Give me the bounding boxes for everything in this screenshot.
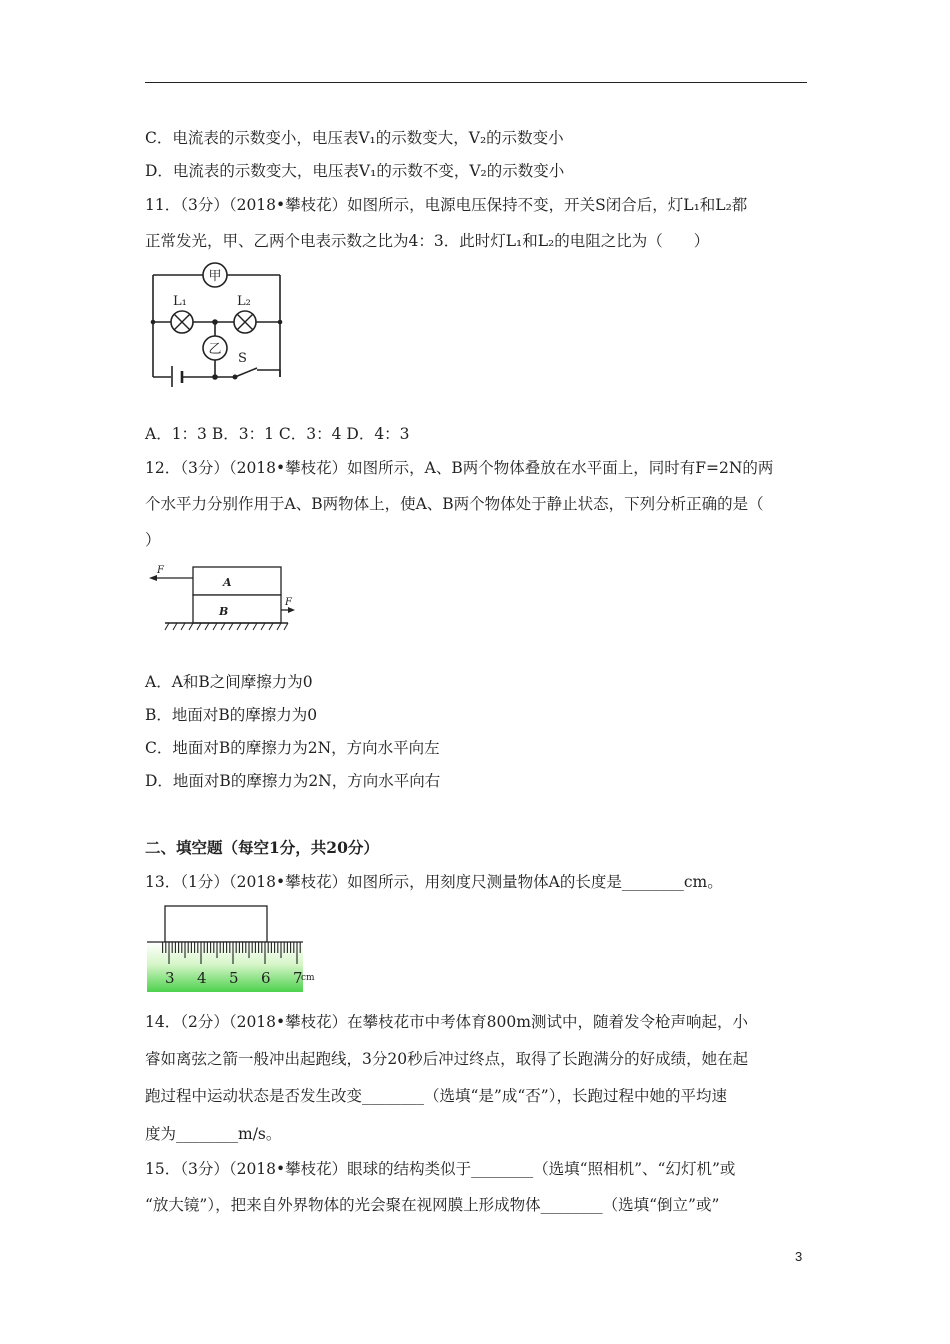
question-15-line1: 15．（3分）（2018•攀枝花）眼球的结构类似于________（选填“照相机”、“幻灯机”或 <box>145 1160 736 1178</box>
question-11-line2: 正常发光，甲、乙两个电表示数之比为4：3．此时灯L₁和L₂的电阻之比为（ ） <box>145 232 710 250</box>
question-14-line2: 睿如离弦之箭一般冲出起跑线，3分20秒后冲过终点，取得了长跑满分的好成绩，她在起 <box>145 1050 749 1068</box>
meter-yi-label: 乙 <box>208 342 222 357</box>
blocks-diagram <box>145 560 295 638</box>
question-12-line2: 个水平力分别作用于A、B两物体上，使A、B两个物体处于静止状态，下列分析正确的是（ <box>145 495 764 513</box>
ruler-unit: cm <box>301 973 315 983</box>
header-rule <box>145 82 807 83</box>
question-12-line3: ） <box>145 531 161 549</box>
lamp2-icon <box>234 311 256 333</box>
ruler-number: 5 <box>229 969 239 987</box>
ruler-number: 4 <box>197 969 207 987</box>
question-13: 13．（1分）（2018•攀枝花）如图所示，用刻度尺测量物体A的长度是________cm。 <box>145 873 723 891</box>
question-11-line1: 11．（3分）（2018•攀枝花）如图所示，电源电压保持不变，开关S闭合后，灯L₁和L₂都 <box>145 196 748 214</box>
question-12-line1: 12．（3分）（2018•攀枝花）如图所示，A、B两个物体叠放在水平面上，同时有F=2N的两 <box>145 459 774 477</box>
lamp1-label: L₁ <box>173 294 187 309</box>
option-a-q12: A．A和B之间摩擦力为0 <box>145 673 313 691</box>
object-a <box>165 906 267 942</box>
option-b-q12: B．地面对B的摩擦力为0 <box>145 706 318 724</box>
ruler-number: 3 <box>165 969 175 987</box>
ruler-number: 6 <box>261 969 271 987</box>
meter-jia-label: 甲 <box>208 269 222 284</box>
option-d-q10: D．电流表的示数变大，电压表V₁的示数不变，V₂的示数变小 <box>145 162 565 180</box>
lamp1-icon <box>171 311 193 333</box>
page-number: 3 <box>795 1249 803 1264</box>
question-14-line4: 度为________m/s。 <box>145 1125 282 1143</box>
question-15-line2: “放大镜”），把来自外界物体的光会聚在视网膜上形成物体________（选填“倒立”或” <box>145 1196 720 1214</box>
ruler-diagram <box>145 902 330 997</box>
section-heading: 二、填空题（每空1分，共20分） <box>145 838 379 857</box>
force-left-label: F <box>157 565 164 576</box>
arrow-left-icon <box>149 575 157 581</box>
option-d-q12: D．地面对B的摩擦力为2N，方向水平向右 <box>145 772 441 790</box>
lamp2-label: L₂ <box>237 294 251 309</box>
block-b-label: B <box>219 605 229 618</box>
question-11-options: A．1：3 B．3：1 C．3：4 D．4：3 <box>145 425 410 443</box>
question-14-line1: 14．（2分）（2018•攀枝花）在攀枝花市中考体育800m测试中，随着发令枪声响起，小 <box>145 1013 748 1031</box>
block-a-label: A <box>223 576 232 589</box>
option-c-q10: C．电流表的示数变小，电压表V₁的示数变大，V₂的示数变小 <box>145 129 564 147</box>
switch-label: S <box>238 351 247 366</box>
circuit-diagram <box>145 262 290 387</box>
option-c-q12: C．地面对B的摩擦力为2N，方向水平向左 <box>145 739 440 757</box>
question-14-line3: 跑过程中运动状态是否发生改变________（选填“是”成“否”），长跑过程中她的平均速 <box>145 1087 727 1105</box>
force-right-label: F <box>285 597 292 608</box>
ruler-number: 7 <box>293 969 303 987</box>
